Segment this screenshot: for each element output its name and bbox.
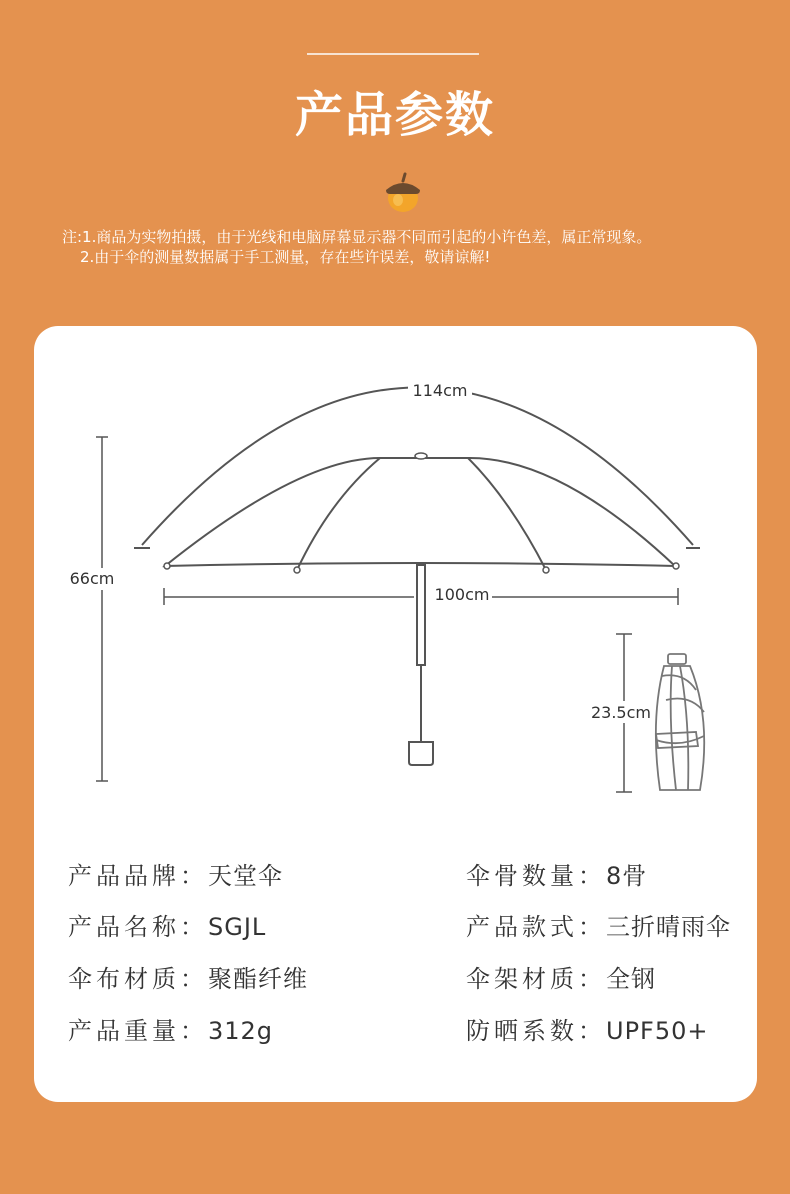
umbrella-canopy bbox=[165, 458, 675, 566]
spec-key: 产品品牌： bbox=[68, 862, 208, 890]
spec-key: 产品重量： bbox=[68, 1017, 208, 1045]
spec-style bbox=[466, 907, 731, 942]
arc-width-label: 114cm bbox=[412, 381, 468, 400]
span-width-label: 100cm bbox=[434, 585, 490, 604]
spec-key: 伞骨数量： bbox=[466, 862, 606, 890]
page-title: 产品参数 bbox=[294, 87, 495, 143]
spec-name bbox=[68, 907, 266, 942]
umbrella-handle bbox=[409, 742, 433, 765]
spec-value: 全钢 bbox=[606, 965, 656, 993]
spec-key: 伞架材质： bbox=[466, 965, 606, 993]
spec-value: 312g bbox=[208, 1017, 274, 1045]
spec-value: SGJL bbox=[208, 913, 267, 941]
spec-ribs bbox=[466, 856, 647, 891]
spec-frame bbox=[466, 959, 656, 994]
disclaimer-note-1: 注:1.商品为实物拍摄，由于光线和电脑屏幕显示器不同而引起的小许色差，属正常现象。 bbox=[62, 228, 652, 246]
spec-upf bbox=[466, 1011, 709, 1046]
spec-key: 防晒系数： bbox=[466, 1017, 606, 1045]
spec-fabric bbox=[68, 959, 308, 994]
disclaimer-note-2: 2.由于伞的测量数据属于手工测量，存在些许误差，敬请谅解! bbox=[80, 248, 491, 266]
height-label: 66cm bbox=[69, 569, 115, 588]
spec-key: 伞布材质： bbox=[68, 965, 208, 993]
folded-length-label: 23.5cm bbox=[590, 703, 652, 722]
spec-brand bbox=[68, 856, 283, 891]
folded-umbrella bbox=[656, 654, 704, 790]
spec-value: 聚酯纤维 bbox=[208, 965, 308, 993]
spec-key: 产品款式： bbox=[466, 913, 606, 941]
spec-value: UPF50+ bbox=[606, 1017, 709, 1045]
spec-weight bbox=[68, 1011, 273, 1046]
spec-value: 天堂伞 bbox=[208, 862, 283, 890]
spec-value: 8骨 bbox=[606, 862, 648, 890]
spec-value: 三折晴雨伞 bbox=[606, 913, 731, 941]
spec-key: 产品名称： bbox=[68, 913, 208, 941]
